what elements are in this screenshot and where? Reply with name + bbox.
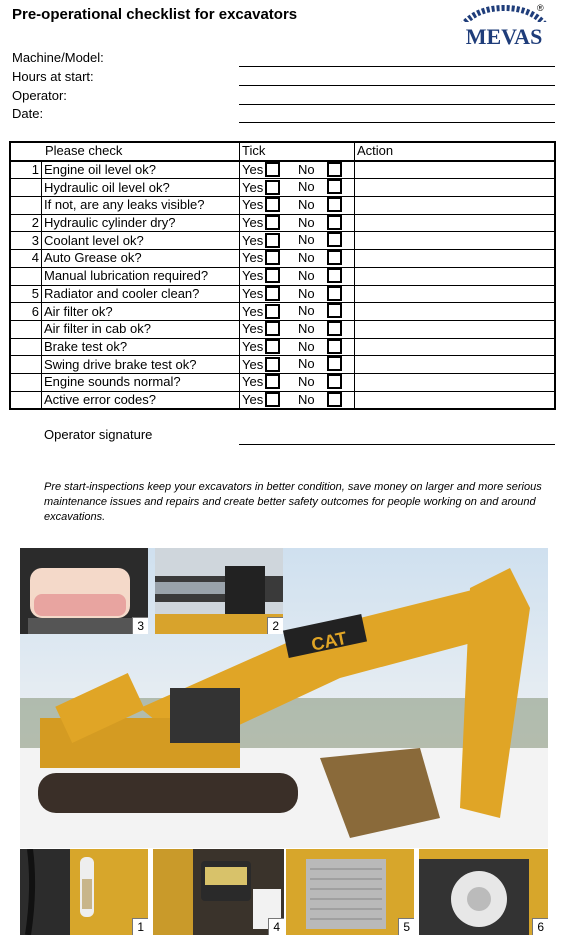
- table-row: [10, 179, 555, 197]
- no-label: No: [298, 267, 315, 283]
- field-label: Date:: [12, 106, 44, 121]
- auto-grease-pump-image: [153, 849, 284, 935]
- check-item: Hydraulic oil level ok?: [42, 179, 240, 197]
- no-checkbox[interactable]: [327, 162, 342, 177]
- tick-cell: [240, 179, 355, 197]
- check-item: Brake test ok?: [42, 338, 240, 356]
- check-item: Manual lubrication required?: [42, 267, 240, 285]
- yes-checkbox[interactable]: [265, 357, 280, 372]
- item-number: 5: [10, 285, 42, 303]
- table-row: [10, 373, 555, 391]
- header-please-check: Please check: [10, 142, 240, 161]
- photo-label-6: 6: [532, 918, 548, 935]
- no-checkbox[interactable]: [327, 268, 342, 283]
- no-label: No: [298, 285, 315, 301]
- item-number: [10, 320, 42, 338]
- table-row: [10, 338, 555, 356]
- table-row: [10, 161, 555, 179]
- table-row: [10, 197, 555, 215]
- no-label: No: [298, 179, 315, 195]
- yes-label: Yes: [242, 374, 264, 390]
- yes-label: Yes: [242, 356, 264, 372]
- logo-text: MEVAS: [465, 24, 543, 48]
- tick-cell: [240, 250, 355, 268]
- yes-checkbox[interactable]: [265, 339, 280, 354]
- check-item: Coolant level ok?: [42, 232, 240, 250]
- photo-oil-level: [20, 849, 148, 935]
- no-label: No: [298, 250, 315, 266]
- air-filter-image: [419, 849, 548, 935]
- field-input-line[interactable]: [239, 104, 555, 105]
- item-number: [10, 373, 42, 391]
- yes-checkbox[interactable]: [265, 233, 280, 248]
- yes-checkbox[interactable]: [265, 180, 280, 195]
- oil-level-gauge-image: [20, 849, 148, 935]
- tick-cell: [240, 232, 355, 250]
- no-label: No: [298, 161, 315, 177]
- photo-radiator: [286, 849, 414, 935]
- table-row: [10, 303, 555, 321]
- yes-checkbox[interactable]: [265, 250, 280, 265]
- yes-label: Yes: [242, 179, 264, 195]
- table-row: [10, 356, 555, 374]
- yes-label: Yes: [242, 268, 264, 284]
- item-number: [10, 179, 42, 197]
- action-cell[interactable]: [355, 320, 556, 338]
- photo-auto-grease: [153, 849, 284, 935]
- check-item: Air filter in cab ok?: [42, 320, 240, 338]
- tick-cell: [240, 161, 355, 179]
- yes-label: Yes: [242, 321, 264, 337]
- item-number: [10, 197, 42, 215]
- photo-air-filter: [419, 849, 548, 935]
- check-item: Air filter ok?: [42, 303, 240, 321]
- yes-label: Yes: [242, 338, 264, 354]
- action-cell[interactable]: [355, 391, 556, 409]
- yes-checkbox[interactable]: [265, 286, 280, 301]
- tick-cell: [240, 338, 355, 356]
- yes-label: Yes: [242, 303, 264, 319]
- no-label: No: [298, 320, 315, 336]
- no-label: No: [298, 214, 315, 230]
- no-checkbox[interactable]: [327, 356, 342, 371]
- item-number: 2: [10, 214, 42, 232]
- yes-label: Yes: [242, 285, 264, 301]
- page-title: Pre-operational checklist for excavators: [12, 6, 298, 23]
- action-cell[interactable]: [355, 197, 556, 215]
- yes-checkbox[interactable]: [265, 197, 280, 212]
- check-item: Active error codes?: [42, 391, 240, 409]
- cat-logo: CAT: [309, 627, 349, 655]
- field-input-line[interactable]: [239, 66, 555, 67]
- registered-mark: ®: [537, 3, 544, 13]
- yes-checkbox[interactable]: [265, 304, 280, 319]
- action-cell[interactable]: [355, 179, 556, 197]
- table-row: [10, 250, 555, 268]
- tick-cell: [240, 267, 355, 285]
- tick-cell: [240, 373, 355, 391]
- field-label: Operator:: [12, 88, 67, 103]
- check-item: Radiator and cooler clean?: [42, 285, 240, 303]
- item-number: 4: [10, 250, 42, 268]
- photo-hydraulic-cylinder: [155, 548, 283, 634]
- tick-cell: [240, 197, 355, 215]
- tick-cell: [240, 214, 355, 232]
- header-tick: Tick: [240, 142, 355, 161]
- no-checkbox[interactable]: [327, 339, 342, 354]
- check-item: If not, are any leaks visible?: [42, 197, 240, 215]
- check-item: Hydraulic cylinder dry?: [42, 214, 240, 232]
- no-checkbox[interactable]: [327, 303, 342, 318]
- yes-checkbox[interactable]: [265, 215, 280, 230]
- table-row: [10, 232, 555, 250]
- no-checkbox[interactable]: [327, 215, 342, 230]
- table-row: [10, 267, 555, 285]
- check-item: Swing drive brake test ok?: [42, 356, 240, 374]
- table-row: [10, 214, 555, 232]
- photo-label-1: 1: [132, 918, 148, 935]
- action-cell[interactable]: [355, 214, 556, 232]
- table-row: [10, 391, 555, 409]
- action-cell[interactable]: [355, 303, 556, 321]
- operator-signature-label: Operator signature: [44, 427, 153, 442]
- yes-checkbox[interactable]: [265, 268, 280, 283]
- yes-label: Yes: [242, 162, 264, 178]
- yes-label: Yes: [242, 250, 264, 266]
- no-label: No: [298, 303, 315, 319]
- action-cell[interactable]: [355, 338, 556, 356]
- item-number: [10, 267, 42, 285]
- table-row: [10, 285, 555, 303]
- photo-label-4: 4: [268, 918, 284, 935]
- no-label: No: [298, 356, 315, 372]
- action-cell[interactable]: [355, 356, 556, 374]
- action-cell[interactable]: [355, 267, 556, 285]
- action-cell[interactable]: [355, 250, 556, 268]
- no-label: No: [298, 232, 315, 248]
- tick-cell: [240, 391, 355, 409]
- table-header-row: [10, 142, 555, 161]
- tick-cell: [240, 356, 355, 374]
- hydraulic-cylinder-image: [155, 548, 283, 634]
- coolant-reservoir-image: [20, 548, 148, 634]
- item-number: 6: [10, 303, 42, 321]
- yes-checkbox[interactable]: [265, 374, 280, 389]
- tick-cell: [240, 303, 355, 321]
- no-label: No: [298, 391, 315, 407]
- yes-label: Yes: [242, 232, 264, 248]
- action-cell[interactable]: [355, 232, 556, 250]
- yes-checkbox[interactable]: [265, 392, 280, 407]
- no-label: No: [298, 197, 315, 213]
- action-cell[interactable]: [355, 161, 556, 179]
- no-label: No: [298, 338, 315, 354]
- no-checkbox[interactable]: [327, 392, 342, 407]
- item-number: 1: [10, 161, 42, 179]
- no-checkbox[interactable]: [327, 179, 342, 194]
- field-label: Machine/Model:: [12, 50, 104, 65]
- checklist-table: [9, 141, 556, 410]
- yes-label: Yes: [242, 391, 264, 407]
- action-cell[interactable]: [355, 373, 556, 391]
- yes-checkbox[interactable]: [265, 162, 280, 177]
- check-item: Engine oil level ok?: [42, 161, 240, 179]
- no-checkbox[interactable]: [327, 197, 342, 212]
- yes-label: Yes: [242, 197, 264, 213]
- item-number: [10, 356, 42, 374]
- photo-label-5: 5: [398, 918, 414, 935]
- table-row: [10, 320, 555, 338]
- tick-cell: [240, 320, 355, 338]
- tick-cell: [240, 285, 355, 303]
- yes-checkbox[interactable]: [265, 321, 280, 336]
- no-checkbox[interactable]: [327, 250, 342, 265]
- field-label: Hours at start:: [12, 69, 94, 84]
- header-action: Action: [355, 142, 556, 161]
- signature-line[interactable]: [239, 444, 555, 445]
- item-number: 3: [10, 232, 42, 250]
- check-item: Engine sounds normal?: [42, 373, 240, 391]
- yes-label: Yes: [242, 215, 264, 231]
- no-checkbox[interactable]: [327, 374, 342, 389]
- no-checkbox[interactable]: [327, 286, 342, 301]
- item-number: [10, 391, 42, 409]
- inspection-note: Pre start-inspections keep your excavators in better condition, save money on larger and more serious maintenance issues and repairs and create better safety outcomes for people working on and around excavations.: [44, 481, 542, 523]
- field-input-line[interactable]: [239, 85, 555, 86]
- item-number: [10, 338, 42, 356]
- no-label: No: [298, 373, 315, 389]
- field-input-line[interactable]: [239, 122, 555, 123]
- no-checkbox[interactable]: [327, 321, 342, 336]
- photo-coolant-reservoir: [20, 548, 148, 634]
- radiator-image: [286, 849, 414, 935]
- no-checkbox[interactable]: [327, 232, 342, 247]
- photo-label-2: 2: [267, 617, 283, 634]
- action-cell[interactable]: [355, 285, 556, 303]
- photo-label-3: 3: [132, 617, 148, 634]
- check-item: Auto Grease ok?: [42, 250, 240, 268]
